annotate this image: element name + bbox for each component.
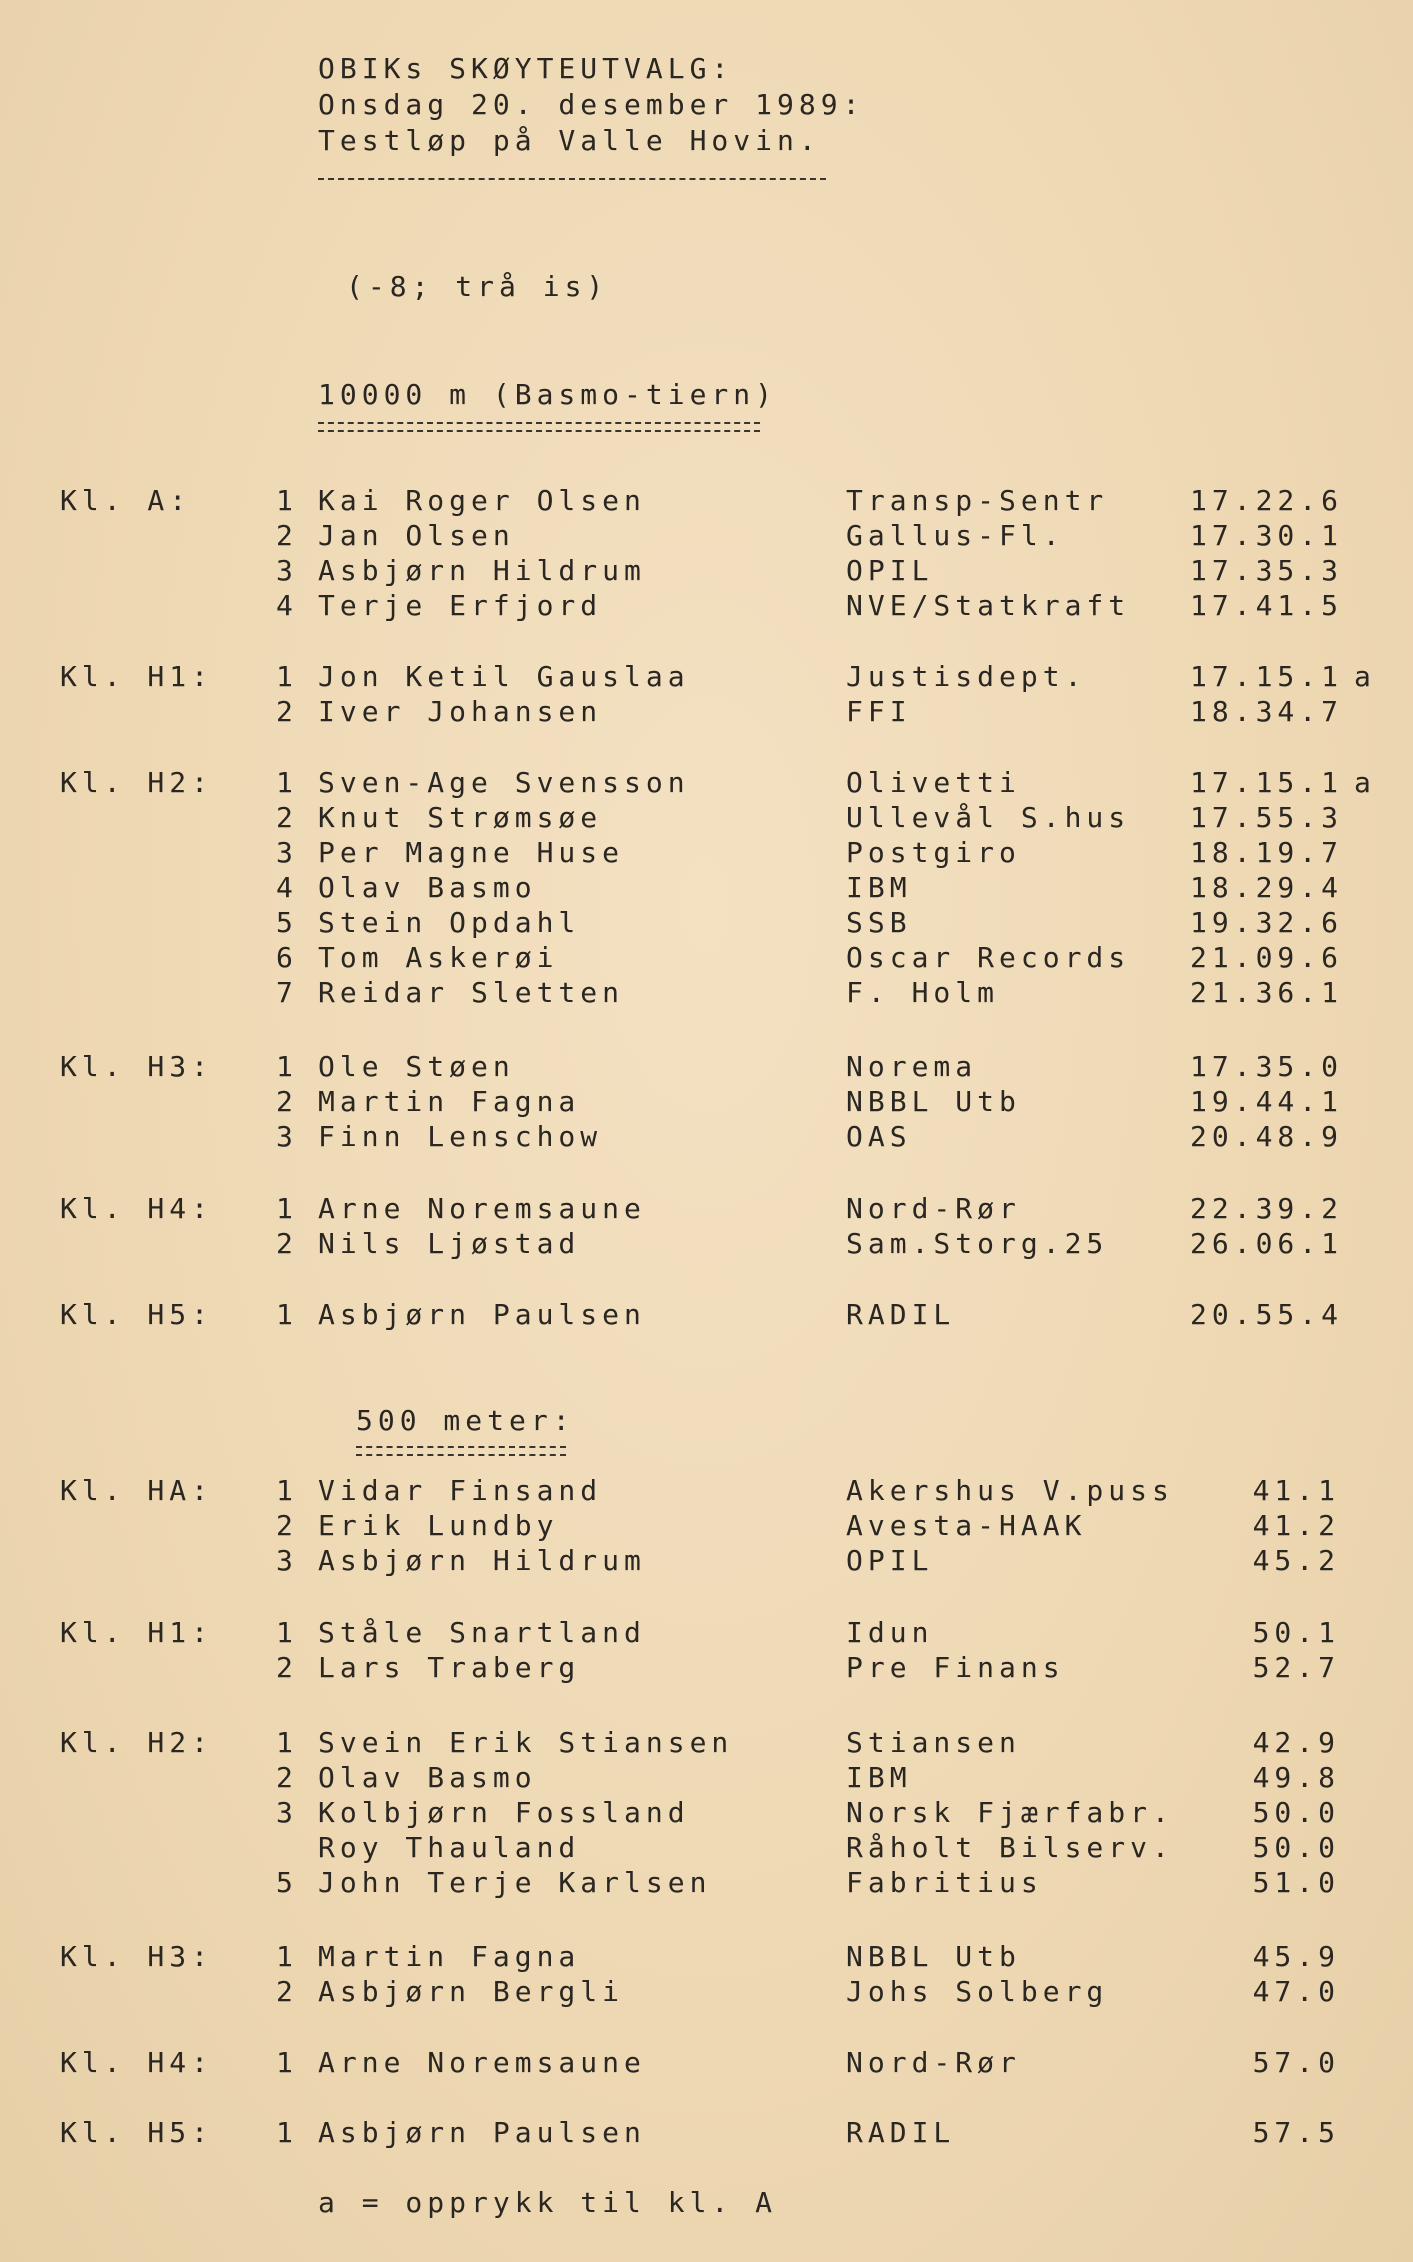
- section-title-10000m: 10000 m (Basmo-tiern): [318, 378, 778, 411]
- result-name: Asbjørn Paulsen: [318, 1298, 646, 1331]
- result-time: 26.06.1: [1190, 1227, 1344, 1260]
- result-club: Idun: [846, 1616, 934, 1649]
- footnote: a = opprykk til kl. A: [318, 2186, 778, 2219]
- result-name: Arne Noremsaune: [318, 1192, 646, 1225]
- result-club: Avesta-HAAK: [846, 1509, 1087, 1542]
- class-label: Kl. H1:: [60, 1616, 214, 1649]
- result-club: Akershus V.puss: [846, 1474, 1174, 1507]
- result-time: 17.55.3: [1190, 801, 1344, 834]
- result-time: 21.09.6: [1190, 941, 1344, 974]
- result-club: Oscar Records: [846, 941, 1131, 974]
- result-place: 3: [276, 1120, 298, 1153]
- result-name: Reidar Sletten: [318, 976, 625, 1009]
- promotion-mark: a: [1354, 660, 1376, 693]
- header-date: Onsdag 20. desember 1989:: [318, 88, 865, 121]
- result-place: 7: [276, 976, 298, 1009]
- result-name: Arne Noremsaune: [318, 2046, 646, 2079]
- result-name: Asbjørn Bergli: [318, 1975, 625, 2008]
- result-time: 42.9: [1252, 1726, 1340, 1759]
- result-club: F. Holm: [846, 976, 1000, 1009]
- result-place: 5: [276, 906, 298, 939]
- result-name: Ole Støen: [318, 1050, 515, 1083]
- result-time: 18.19.7: [1190, 836, 1344, 869]
- result-time: 51.0: [1252, 1866, 1340, 1899]
- result-place: 1: [276, 660, 298, 693]
- result-time: 57.0: [1252, 2046, 1340, 2079]
- result-place: 1: [276, 1050, 298, 1083]
- result-club: NBBL Utb: [846, 1085, 1021, 1118]
- result-name: Tom Askerøi: [318, 941, 559, 974]
- result-club: RADIL: [846, 1298, 956, 1331]
- class-label: Kl. H2:: [60, 766, 214, 799]
- class-label: Kl. H2:: [60, 1726, 214, 1759]
- result-place: 6: [276, 941, 298, 974]
- result-club: Pre Finans: [846, 1651, 1065, 1684]
- result-place: 1: [276, 1940, 298, 1973]
- result-name: Stein Opdahl: [318, 906, 581, 939]
- result-time: 18.29.4: [1190, 871, 1344, 904]
- result-place: 2: [276, 1509, 298, 1542]
- result-place: 4: [276, 589, 298, 622]
- result-name: Roy Thauland: [318, 1831, 581, 1864]
- result-place: 1: [276, 766, 298, 799]
- result-name: Martin Fagna: [318, 1085, 581, 1118]
- result-time: 50.0: [1252, 1831, 1340, 1864]
- result-name: John Terje Karlsen: [318, 1866, 712, 1899]
- section-title-500m: 500 meter:: [356, 1404, 575, 1437]
- result-time: 17.41.5: [1190, 589, 1344, 622]
- result-place: 2: [276, 1085, 298, 1118]
- result-time: 17.15.1: [1190, 766, 1344, 799]
- result-club: Postgiro: [846, 836, 1021, 869]
- result-place: 3: [276, 554, 298, 587]
- result-time: 19.32.6: [1190, 906, 1344, 939]
- result-name: Kai Roger Olsen: [318, 484, 646, 517]
- result-club: IBM: [846, 871, 912, 904]
- class-label: Kl. H5:: [60, 2116, 214, 2149]
- result-time: 17.15.1: [1190, 660, 1344, 693]
- result-time: 17.35.3: [1190, 554, 1344, 587]
- result-place: 2: [276, 1975, 298, 2008]
- header-title: OBIKs SKØYTEUTVALG:: [318, 52, 734, 85]
- result-club: OAS: [846, 1120, 912, 1153]
- result-name: Asbjørn Paulsen: [318, 2116, 646, 2149]
- result-name: Svein Erik Stiansen: [318, 1726, 734, 1759]
- result-time: 22.39.2: [1190, 1192, 1344, 1225]
- result-club: IBM: [846, 1761, 912, 1794]
- result-club: SSB: [846, 906, 912, 939]
- result-time: 19.44.1: [1190, 1085, 1344, 1118]
- result-time: 18.34.7: [1190, 695, 1344, 728]
- result-place: 2: [276, 801, 298, 834]
- result-club: OPIL: [846, 1544, 934, 1577]
- conditions-note: (-8; trå is): [346, 270, 609, 303]
- result-club: Sam.Storg.25: [846, 1227, 1109, 1260]
- result-club: Ullevål S.hus: [846, 801, 1131, 834]
- result-name: Olav Basmo: [318, 1761, 537, 1794]
- result-name: Erik Lundby: [318, 1509, 559, 1542]
- result-club: Norema: [846, 1050, 978, 1083]
- result-time: 41.1: [1252, 1474, 1340, 1507]
- class-label: Kl. H5:: [60, 1298, 214, 1331]
- header-underline: [318, 178, 826, 180]
- result-place: 3: [276, 1796, 298, 1829]
- result-time: 50.1: [1252, 1616, 1340, 1649]
- result-name: Jon Ketil Gauslaa: [318, 660, 690, 693]
- result-club: FFI: [846, 695, 912, 728]
- result-club: NBBL Utb: [846, 1940, 1021, 1973]
- result-time: 20.48.9: [1190, 1120, 1344, 1153]
- result-place: 2: [276, 1227, 298, 1260]
- class-label: Kl. H4:: [60, 2046, 214, 2079]
- result-place: 5: [276, 1866, 298, 1899]
- result-club: Olivetti: [846, 766, 1021, 799]
- result-time: 41.2: [1252, 1509, 1340, 1542]
- result-name: Vidar Finsand: [318, 1474, 603, 1507]
- header-venue: Testløp på Valle Hovin.: [318, 124, 821, 157]
- result-name: Martin Fagna: [318, 1940, 581, 1973]
- section-underline-10000m: [318, 422, 760, 432]
- result-place: 2: [276, 519, 298, 552]
- result-name: Sven-Age Svensson: [318, 766, 690, 799]
- result-name: Asbjørn Hildrum: [318, 554, 646, 587]
- result-place: 1: [276, 1192, 298, 1225]
- result-place: 1: [276, 1474, 298, 1507]
- result-place: 3: [276, 1544, 298, 1577]
- result-time: 47.0: [1252, 1975, 1340, 2008]
- result-place: 4: [276, 871, 298, 904]
- result-name: Olav Basmo: [318, 871, 537, 904]
- result-club: Norsk Fjærfabr.: [846, 1796, 1174, 1829]
- result-club: Transp-Sentr: [846, 484, 1109, 517]
- result-name: Finn Lenschow: [318, 1120, 603, 1153]
- class-label: Kl. H3:: [60, 1050, 214, 1083]
- result-time: 17.35.0: [1190, 1050, 1344, 1083]
- result-time: 17.22.6: [1190, 484, 1344, 517]
- class-label: Kl. A:: [60, 484, 192, 517]
- result-club: Justisdept.: [846, 660, 1087, 693]
- result-club: OPIL: [846, 554, 934, 587]
- result-name: Kolbjørn Fossland: [318, 1796, 690, 1829]
- result-club: Johs Solberg: [846, 1975, 1109, 2008]
- result-time: 21.36.1: [1190, 976, 1344, 1009]
- result-club: Fabritius: [846, 1866, 1043, 1899]
- class-label: Kl. H3:: [60, 1940, 214, 1973]
- result-time: 20.55.4: [1190, 1298, 1344, 1331]
- result-place: 2: [276, 1761, 298, 1794]
- class-label: Kl. H1:: [60, 660, 214, 693]
- promotion-mark: a: [1354, 766, 1376, 799]
- result-place: 1: [276, 1726, 298, 1759]
- result-time: 50.0: [1252, 1796, 1340, 1829]
- result-club: Nord-Rør: [846, 2046, 1021, 2079]
- result-place: 1: [276, 2046, 298, 2079]
- result-place: 1: [276, 1616, 298, 1649]
- class-label: Kl. HA:: [60, 1474, 214, 1507]
- result-place: 1: [276, 2116, 298, 2149]
- result-place: 2: [276, 1651, 298, 1684]
- result-club: NVE/Statkraft: [846, 589, 1131, 622]
- result-club: Stiansen: [846, 1726, 1021, 1759]
- result-time: 45.9: [1252, 1940, 1340, 1973]
- result-place: 1: [276, 484, 298, 517]
- result-club: Nord-Rør: [846, 1192, 1021, 1225]
- result-name: Knut Strømsøe: [318, 801, 603, 834]
- result-time: 57.5: [1252, 2116, 1340, 2149]
- class-label: Kl. H4:: [60, 1192, 214, 1225]
- result-place: 2: [276, 695, 298, 728]
- section-underline-500m: [356, 1446, 566, 1456]
- result-name: Ståle Snartland: [318, 1616, 646, 1649]
- result-time: 45.2: [1252, 1544, 1340, 1577]
- result-place: 1: [276, 1298, 298, 1331]
- result-name: Nils Ljøstad: [318, 1227, 581, 1260]
- result-club: RADIL: [846, 2116, 956, 2149]
- result-name: Asbjørn Hildrum: [318, 1544, 646, 1577]
- result-time: 49.8: [1252, 1761, 1340, 1794]
- result-club: Råholt Bilserv.: [846, 1831, 1174, 1864]
- result-time: 17.30.1: [1190, 519, 1344, 552]
- result-time: 52.7: [1252, 1651, 1340, 1684]
- result-name: Per Magne Huse: [318, 836, 625, 869]
- result-name: Iver Johansen: [318, 695, 603, 728]
- result-name: Jan Olsen: [318, 519, 515, 552]
- result-place: 3: [276, 836, 298, 869]
- result-name: Terje Erfjord: [318, 589, 603, 622]
- result-club: Gallus-Fl.: [846, 519, 1065, 552]
- result-name: Lars Traberg: [318, 1651, 581, 1684]
